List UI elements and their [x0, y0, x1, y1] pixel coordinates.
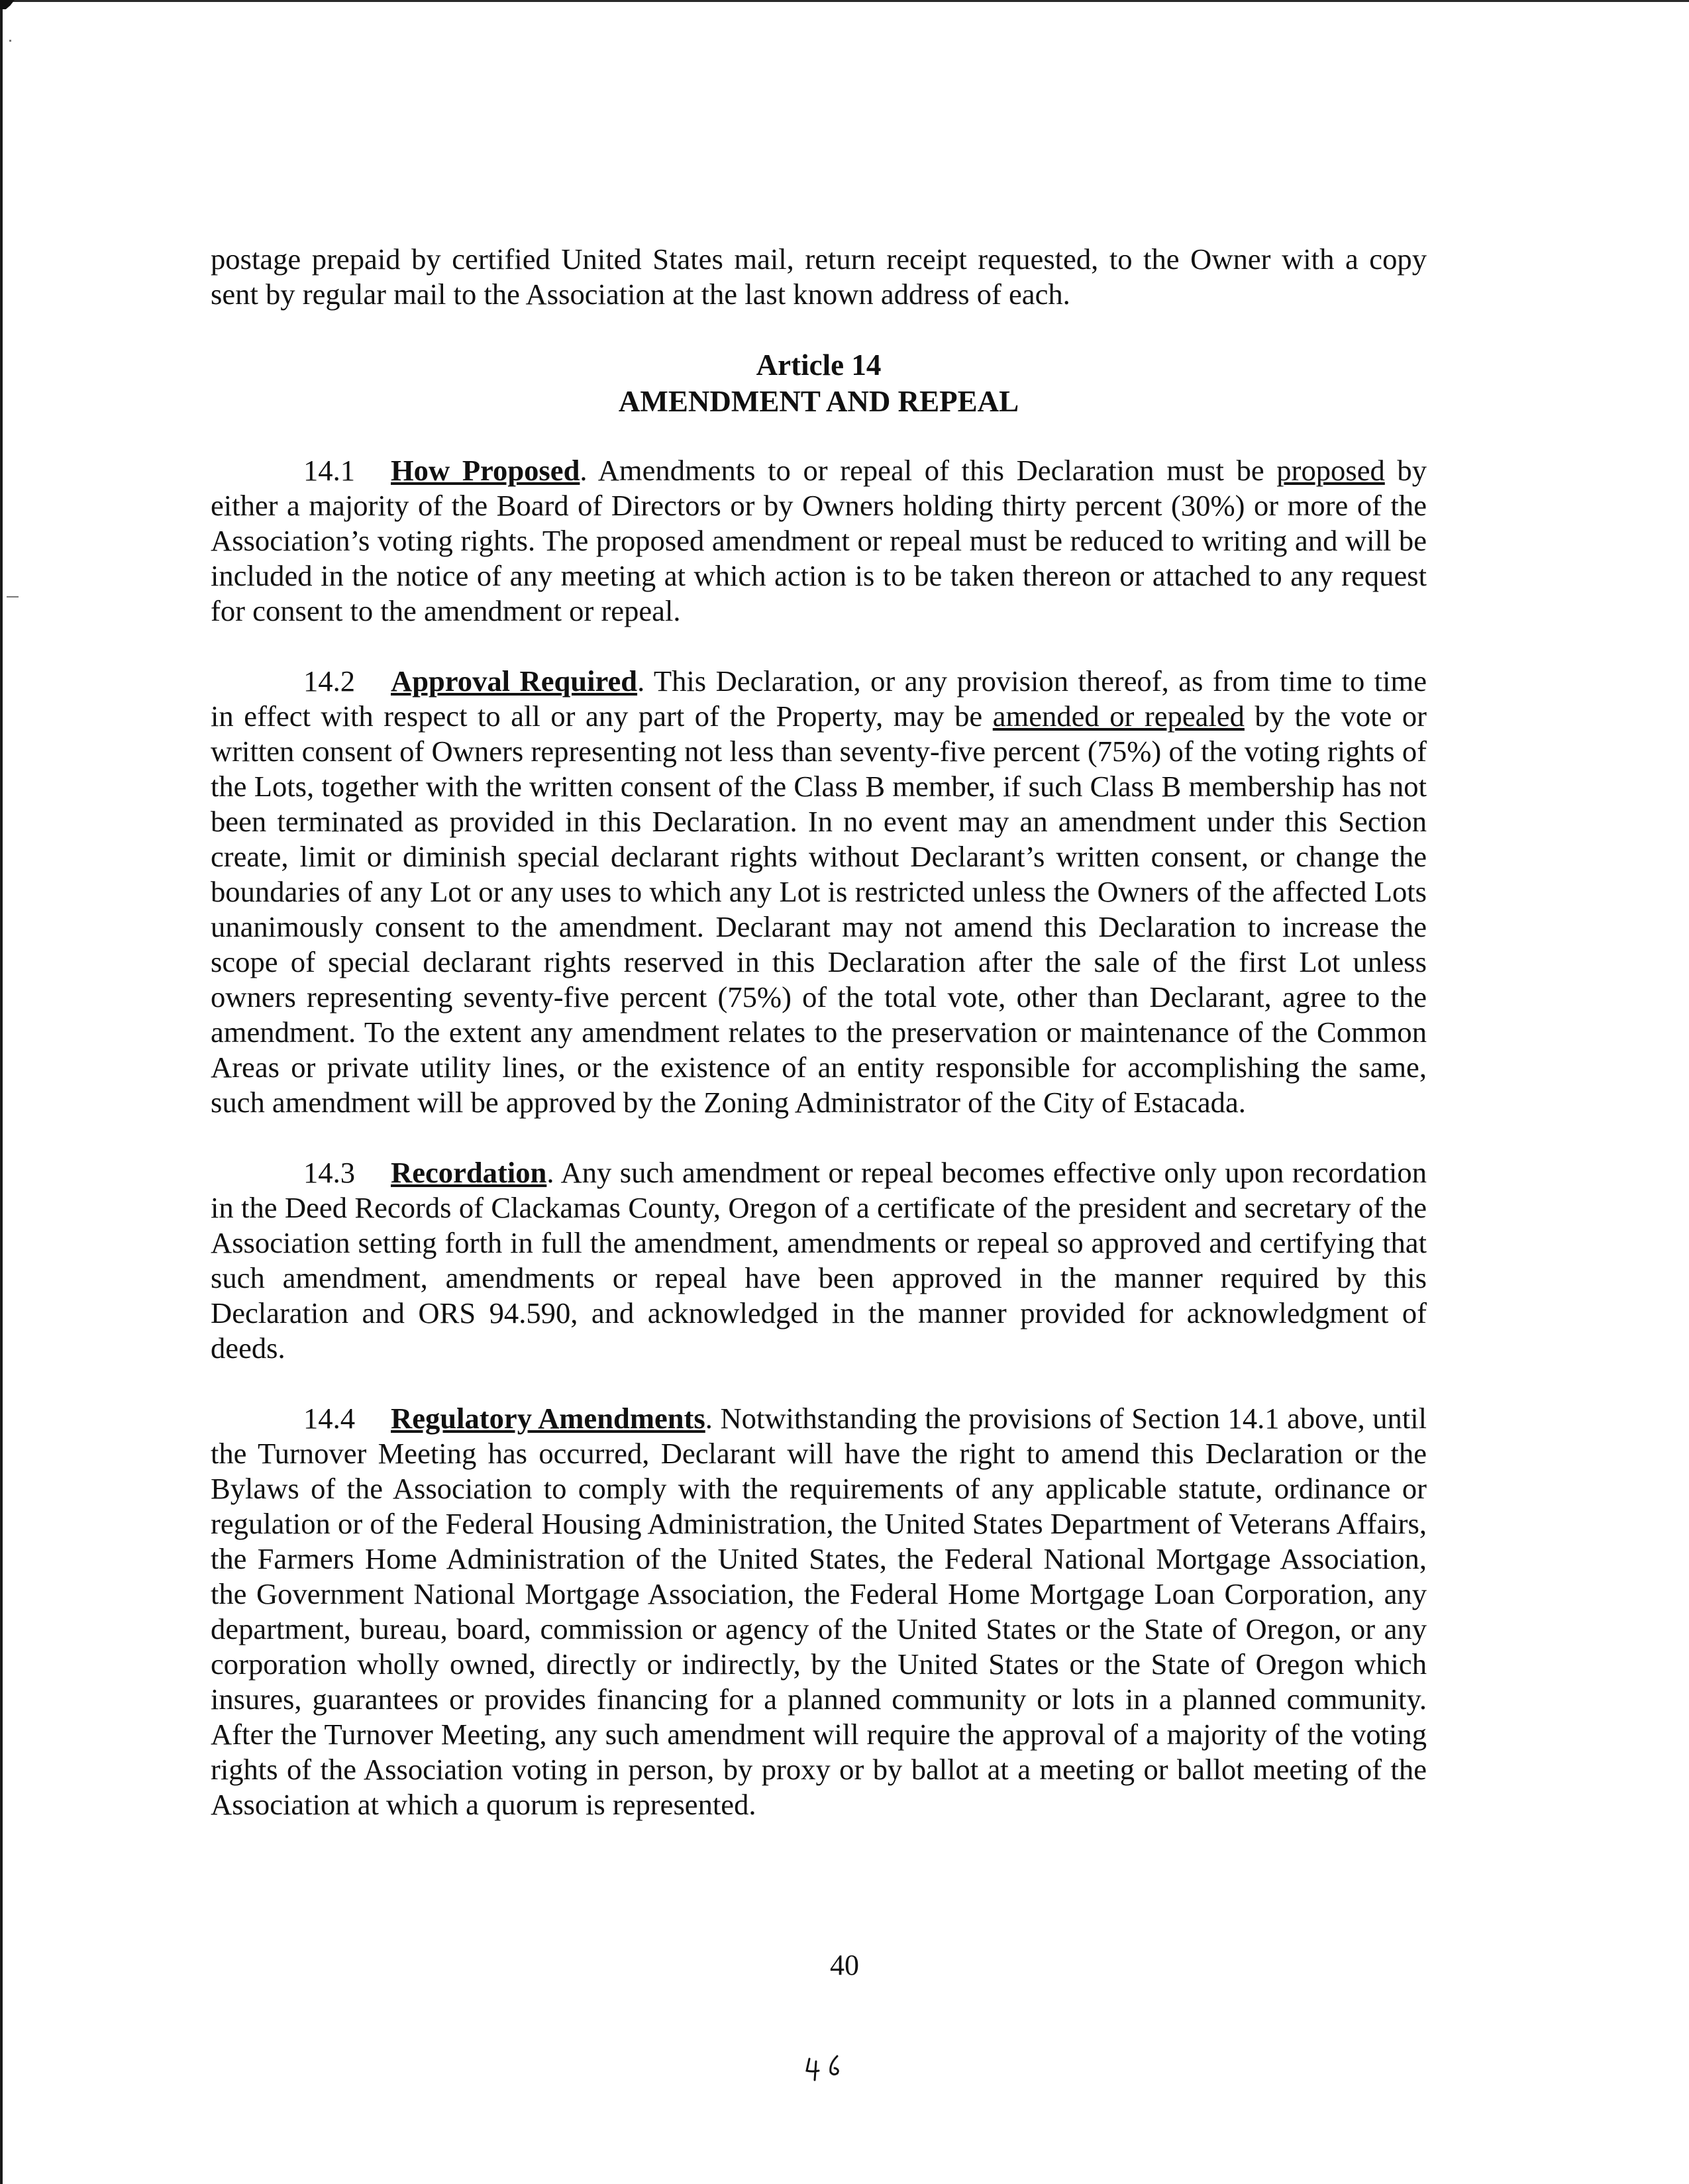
section-title: Recordation [391, 1156, 547, 1189]
scan-corner-mark [0, 0, 15, 9]
section-14-4: 14.4 Regulatory Amendments. Notwithstanding the provisions of Section 14.1 above, until the Turnover Meeting has occurred, Declarant will have the right to amend this Declaration or the Bylaws of the Association to comply with the requirements of any applicable statute, ordinance or regulation or of the Federal Housing Administration, the United States Department of Veterans Affairs, the Farmers Home Administration of the United States, the Federal National Mortgage Association, the Government National Mortgage Association, the Federal Home Mortgage Loan Corporation, any department, bureau, board, commission or agency of the United States or the State of Oregon, or any corporation wholly owned, directly or indirectly, by the United States or the State of Oregon which insures, guarantees or provides financing for a planned community or lots in a planned community. After the Turnover Meeting, any such amendment will require the approval of a majority of the voting rights of the Association voting in person, by proxy or by ballot at a meeting or ballot meeting of the Association at which a quorum is represented. [211, 1402, 1427, 1821]
section-number: 14.2 [303, 664, 356, 698]
section-14-1: 14.1 How Proposed. Amendments to or repeal of this Declaration must be proposed by either a majority of the Board of Directors or by Owners holding thirty percent (30%) or more of the Association’s voting rights. The proposed amendment or repeal must be reduced to writing and will be included in the notice of any meeting at which action is to be taken thereon or attached to any request for consent to the amendment or repeal. [211, 454, 1427, 627]
section-text: Any such amendment or repeal becomes effective only upon recordation in the Deed Records of Clackamas County, Oregon of a certificate of the president and secretary of the Association setting forth in full the amendment, amendments or repeal so approved and certifying that such amendment, amendments or repeal have been approved in the manner required by this Declaration and ORS 94.590, and acknowledged in the manner provided for acknowledgment of deeds. [211, 1156, 1427, 1365]
handwritten-page-number [803, 2054, 856, 2087]
section-text: by either a majority of the Board of Directors or by Owners holding thirty percent (30%) or more of the Association’s voting rights. The proposed amendment or repeal must be reduced to writing and will be included in the notice of any meeting at which action is to be taken thereon or attached to any request for consent to the amendment or repeal. [211, 454, 1427, 627]
article-label: Article 14 [756, 348, 882, 382]
section-text: This Declaration, or any provision thereof, as from time to time in effect with respect to all or any part of the Property, may be [211, 664, 1427, 733]
section-title: How Proposed [391, 454, 580, 487]
scan-speck [9, 40, 11, 42]
section-text: Amendments to or repeal of this Declaration must be [597, 454, 1277, 487]
section-underlined-text: amended or repealed [992, 700, 1245, 733]
section-text: by the vote or written consent of Owners representing not less than seventy-five percent (75%) of the voting rights of the Lots, together with the written consent of the Class B member, if such Class B membership has not been terminated as provided in this Declaration. In no event may an amendment under this Section create, limit or diminish special declarant rights without Declarant’s written consent, or change the boundaries of any Lot or any uses to which any Lot is restricted unless the Owners of the affected Lots unanimously consent to the amendment. Declarant may not amend this Declaration to increase the scope of special declarant rights reserved in this Declaration after the sale of the first Lot unless owners representing seventy-five percent (75%) of the total vote, other than Declarant, agree to the amendment. To the extent any amendment relates to the preservation or maintenance of the Common Areas or private utility lines, or the existence of an entity responsible for accomplishing the same, such amendment will be approved by the Zoning Administrator of the City of Estacada. [211, 700, 1427, 1119]
section-14-2: 14.2 Approval Required. This Declaration, or any provision thereof, as from time to time in effect with respect to all or any part of the Property, may be amended or repealed by the vote or written consent of Owners representing not less than seventy-five percent (75%) of the voting rights of the Lots, together with the written consent of the Class B member, if such Class B membership has not been terminated as provided in this Declaration. In no event may an amendment under this Section create, limit or diminish special declarant rights without Declarant’s written consent, or change the boundaries of any Lot or any uses to which any Lot is restricted unless the Owners of the affected Lots unanimously consent to the amendment. Declarant may not amend this Declaration to increase the scope of special declarant rights reserved in this Declaration after the sale of the first Lot unless owners representing seventy-five percent (75%) of the total vote, other than Declarant, agree to the amendment. To the extent any amendment relates to the preservation or maintenance of the Common Areas or private utility lines, or the existence of an entity responsible for accomplishing the same, such amendment will be approved by the Zoning Administrator of the City of Estacada. [211, 664, 1427, 1119]
section-title: Approval Required [391, 664, 638, 698]
scan-speck [7, 596, 19, 598]
article-title: AMENDMENT AND REPEAL [618, 385, 1019, 418]
section-underlined-text: proposed [1276, 454, 1385, 487]
article-heading [211, 347, 1427, 420]
section-number: 14.4 [303, 1402, 356, 1435]
document-body [211, 242, 1427, 1857]
section-title: Regulatory Amendments [391, 1402, 705, 1435]
section-number: 14.1 [303, 454, 356, 487]
page-number: 40 [830, 1949, 859, 1981]
section-number: 14.3 [303, 1156, 356, 1189]
scan-top-edge [0, 0, 1689, 2]
intro-paragraph: postage prepaid by certified United States mail, return receipt requested, to the Owner with a copy sent by regular mail to the Association at the last known address of each. [211, 242, 1427, 311]
section-14-3: 14.3 Recordation. Any such amendment or repeal becomes effective only upon recordation in the Deed Records of Clackamas County, Oregon of a certificate of the president and secretary of the Association setting forth in full the amendment, amendments or repeal so approved and certifying that such amendment, amendments or repeal have been approved in the manner required by this Declaration and ORS 94.590, and acknowledged in the manner provided for acknowledgment of deeds. [211, 1156, 1427, 1365]
scan-left-edge [0, 0, 3, 2184]
section-text: Notwithstanding the provisions of Section 14.1 above, until the Turnover Meeting has occurred, Declarant will have the right to amend this Declaration or the Bylaws of the Association to comply with the requirements of any applicable statute, ordinance or regulation or of the Federal Housing Administration, the United States Department of Veterans Affairs, the Farmers Home Administration of the United States, the Federal National Mortgage Association, the Government National Mortgage Association, the Federal Home Mortgage Loan Corporation, any department, bureau, board, commission or agency of the United States or the State of Oregon, or any corporation wholly owned, directly or indirectly, by the United States or the State of Oregon which insures, guarantees or provides financing for a planned community or lots in a planned community. After the Turnover Meeting, any such amendment will require the approval of a majority of the voting rights of the Association voting in person, by proxy or by ballot at a meeting or ballot meeting of the Association at which a quorum is represented. [211, 1402, 1427, 1821]
